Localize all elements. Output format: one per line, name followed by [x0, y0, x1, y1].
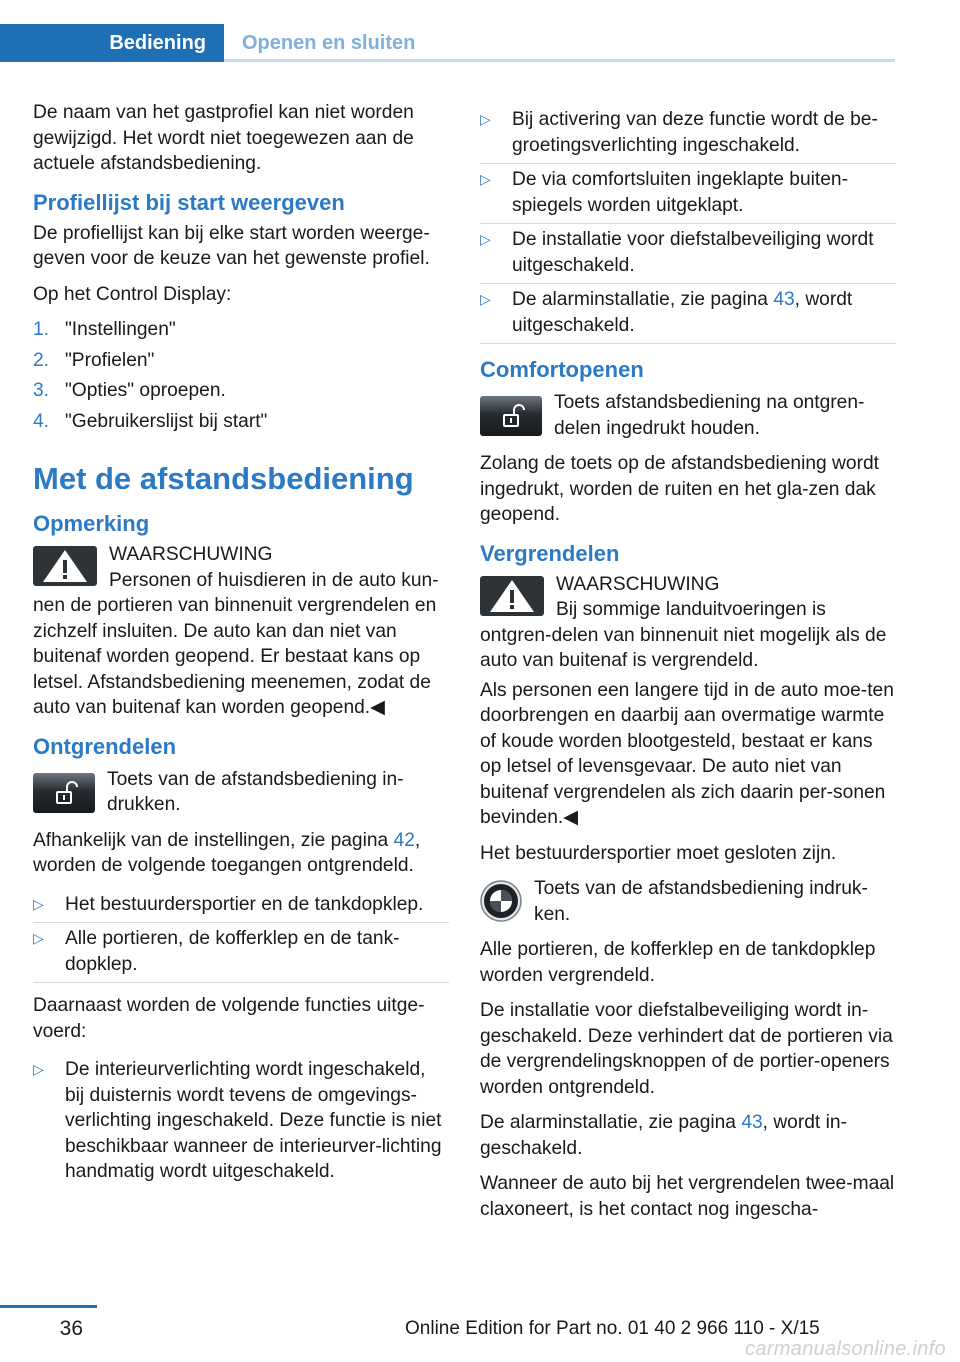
- warning-label: WAARSCHUWING: [109, 544, 273, 565]
- horn-text: Wanneer de auto bij het vergrendelen twee‐maal claxoneert, is het contact nog ingescha‐: [480, 1173, 895, 1220]
- profile-list-heading: Profiellijst bij start weergeven: [33, 189, 345, 215]
- running-header: [0, 24, 895, 62]
- comfort-heading: Comfortopenen: [480, 357, 644, 382]
- triangle-bullet-icon: ▷: [480, 231, 491, 247]
- list-item-text: De interieurverlichting wordt ingeschakeld, bij duisternis wordt tevens de omgevings‐verlichting ingeschakeld. Deze functie is niet beschikbaar wanneer de interieurver‐lichting handmatig wordt uitgeschakeld.: [65, 1059, 442, 1182]
- page-link-43[interactable]: 43: [741, 1112, 763, 1133]
- watermark: carmanualsonline.info: [745, 1338, 946, 1360]
- profile-list-text: De profiellijst kan bij elke start worden weerge‐geven voor de keuze van het gewenste profiel.: [33, 222, 430, 269]
- triangle-bullet-icon: ▷: [33, 1061, 44, 1077]
- alarm-before: De alarminstallatie, zie pagina: [512, 289, 774, 310]
- tab-bediening-label: Bediening: [109, 31, 206, 54]
- warning-block: [480, 572, 896, 674]
- locked-text: Alle portieren, de kofferklep en de tankdopklep worden vergrendeld.: [480, 939, 876, 986]
- lock-key-block: [480, 876, 896, 927]
- functions-list: [33, 1054, 449, 1190]
- page-footer: [0, 1300, 960, 1362]
- list-item-text: Bij activering van deze functie wordt de be‐groetingsverlichting ingeschakeld.: [512, 109, 878, 156]
- page-link-43[interactable]: 43: [773, 289, 795, 310]
- also-functions-text: Daarnaast worden de volgende functies uitge‐voerd:: [33, 995, 425, 1042]
- header-rule: [224, 59, 895, 62]
- right-column: [480, 104, 896, 1232]
- list-item: [33, 317, 449, 343]
- list-item: [480, 104, 896, 164]
- list-item: [33, 409, 449, 435]
- unlock-depends-text: [33, 828, 449, 879]
- warning-label: WAARSCHUWING: [556, 573, 720, 595]
- alarm-text: De installatie voor diefstalbeveiliging wordt in‐geschakeld. Deze verhindert dat de portieren via de vergrendelingsknoppen of de portier‐openers worden ontgrendeld.: [480, 1000, 893, 1098]
- unlock-key-block: [33, 767, 449, 818]
- control-display-text: Op het Control Display:: [33, 283, 232, 305]
- comfort-key-text: Toets afstandsbediening na ontgren‐delen ingedrukt houden.: [554, 392, 865, 439]
- page-link-42[interactable]: 42: [393, 829, 415, 851]
- triangle-bullet-icon: ▷: [33, 895, 44, 912]
- triangle-bullet-icon: ▷: [480, 111, 491, 127]
- guest-profile-text: De naam van het gastprofiel kan niet worden gewijzigd. Het wordt niet toegewezen aan de actuele afstandsbediening.: [33, 102, 414, 174]
- steps-list: [33, 317, 449, 434]
- list-item: [33, 923, 449, 983]
- driver-door-text: Het bestuurdersportier moet gesloten zijn.: [480, 842, 837, 864]
- list-item: [480, 164, 896, 224]
- list-item: [33, 1054, 449, 1190]
- step-number: 3.: [33, 380, 50, 401]
- unlock-depends-after: , worden de volgende toegangen ontgrendeld.: [33, 829, 421, 876]
- list-item-text: Alle portieren, de kofferklep en de tank‐dopklep.: [65, 928, 400, 975]
- list-item: [480, 224, 896, 284]
- edition-text: Online Edition for Part no. 01 40 2 966 110 - X/15: [405, 1318, 820, 1339]
- step-number: 2.: [33, 349, 50, 371]
- unlock-heading: Ontgrendelen: [33, 733, 177, 759]
- list-item: [480, 284, 896, 344]
- list-item: [33, 889, 449, 924]
- list-item: [33, 348, 449, 374]
- functions-list-continued: [480, 104, 896, 344]
- bmw-logo-key-icon: [480, 880, 522, 922]
- comfort-text: Zolang de toets op de afstandsbediening wordt ingedrukt, worden de ruiten en het gla‐zen dak geopend.: [480, 453, 879, 525]
- tab-openen-en-sluiten[interactable]: [224, 24, 415, 62]
- tab-bediening[interactable]: [0, 24, 224, 62]
- alarm-after: , wordt uitgeschakeld.: [512, 289, 853, 336]
- alarm2-after: , wordt in‐geschakeld.: [480, 1112, 847, 1159]
- triangle-bullet-icon: ▷: [33, 930, 44, 946]
- list-item: [33, 378, 449, 404]
- footer-rule: [0, 1305, 97, 1308]
- step-text: "Profielen": [65, 349, 155, 371]
- unlock-key-icon: [480, 396, 542, 436]
- lock-key-text: Toets van de afstandsbediening indruk‐ken.: [534, 878, 868, 925]
- triangle-bullet-icon: ▷: [480, 171, 491, 187]
- step-text: "Gebruikerslijst bij start": [65, 410, 268, 432]
- unlock-key-icon: [33, 773, 95, 813]
- lock-heading: Vergrendelen: [480, 540, 620, 566]
- section-heading: Met de afstandsbediening: [33, 461, 414, 496]
- alarm-system-text: [480, 1110, 896, 1161]
- list-item-text: De installatie voor diefstalbeveiliging wordt uitgeschakeld.: [512, 229, 874, 276]
- note-heading: Opmerking: [33, 511, 150, 536]
- page-number: 36: [59, 1317, 83, 1340]
- step-number: 1.: [33, 319, 50, 340]
- unlock-key-text: Toets van de afstandsbediening in‐drukken.: [107, 768, 404, 815]
- warning-text: Bij sommige landuitvoeringen is ontgren‐delen van binnenuit niet mogelijk als de auto van buitenaf is vergrendeld.: [480, 599, 887, 671]
- tab-openen-label: Openen en sluiten: [242, 31, 416, 54]
- alarm2-before: De alarminstallatie, zie pagina: [480, 1112, 742, 1133]
- warning-block: [33, 542, 449, 721]
- warning-triangle-icon: [33, 546, 97, 586]
- left-column: [33, 100, 449, 1200]
- list-item-text: De via comfortsluiten ingeklapte buiten‐spiegels worden uitgeklapt.: [512, 169, 848, 216]
- step-text: "Instellingen": [65, 319, 176, 340]
- warning-text: Personen of huisdieren in de auto kun‐nen de portieren van binnenuit vergrendelen en zichzelf insluiten. De auto kan dan niet van buitenaf worden geopend. Er bestaat kans op letsel. Afstandsbediening meenemen, zodat de auto van buitenaf kan worden geopend.◀: [33, 569, 439, 718]
- step-number: 4.: [33, 410, 50, 432]
- unlock-list: [33, 889, 449, 984]
- unlock-depends-before: Afhankelijk van de instellingen, zie pagina: [33, 829, 394, 851]
- warning-triangle-icon: [480, 576, 544, 616]
- list-item-text: [512, 287, 896, 338]
- triangle-bullet-icon: ▷: [480, 291, 491, 307]
- comfort-key-block: [480, 390, 896, 441]
- warning-text-continued: Als personen een langere tijd in de auto moe‐ten doorbrengen en daarbij aan overmatige warmte of koude worden blootgesteld, bestaat er kans op letsel of levensgevaar. De auto niet van buitenaf vergrendelen als zich daarin per‐sonen bevinden.◀: [480, 679, 894, 828]
- list-item-text: Het bestuurdersportier en de tankdopklep.: [65, 893, 424, 915]
- step-text: "Opties" oproepen.: [65, 380, 226, 401]
